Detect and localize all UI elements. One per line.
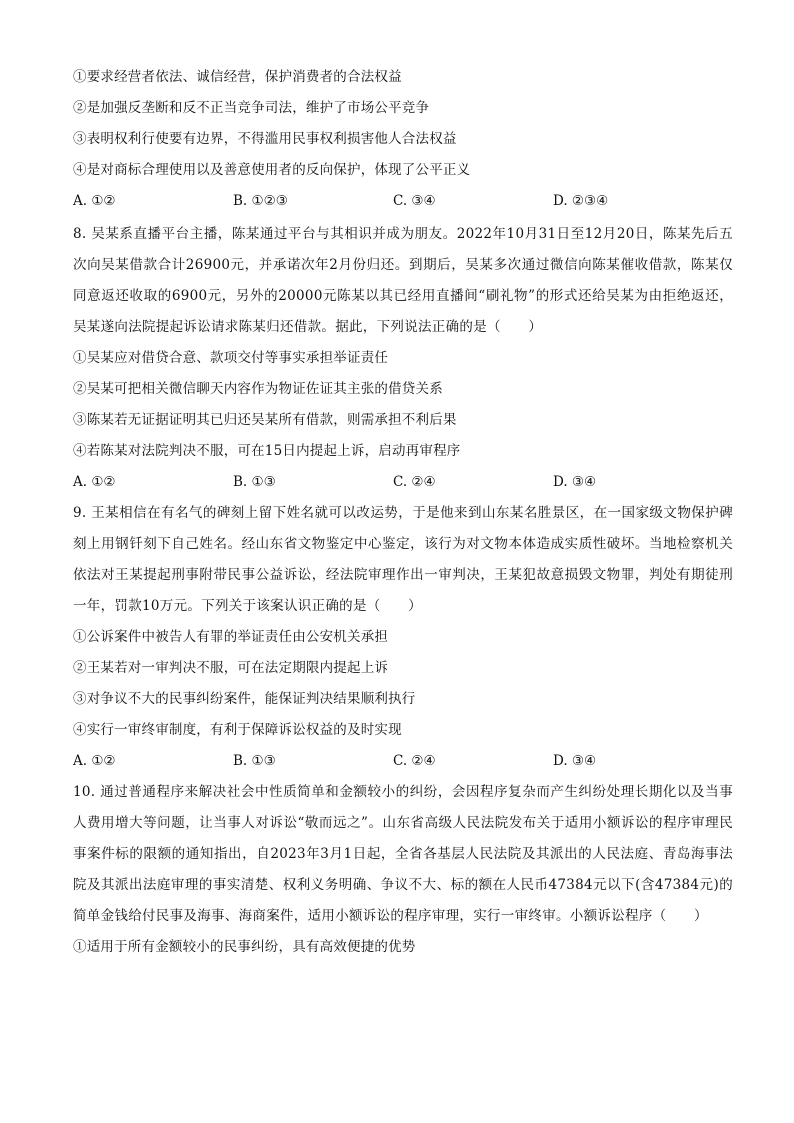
q9-option-b: B. ①③	[233, 753, 276, 769]
q7-option-c: C. ③④	[393, 193, 436, 209]
exam-page	[73, 62, 733, 963]
q8-option-d: D. ③④	[553, 474, 597, 490]
q9-option-d: D. ③④	[553, 753, 597, 769]
q9-item-4: ④实行一审终审制度，有利于保障诉讼权益的及时实现	[73, 722, 402, 738]
q8-stem: 8. 吴某系直播平台主播，陈某通过平台与其相识并成为朋友。2022年10月31日至12月20日，陈某先后五次向吴某借款合计26900元，并承诺次年2月份归还。到期后，吴某多次通过微信向陈某催收借款，陈某仅同意返还收取的6900元，另外的20000元陈某以其已经用直播间“刷礼物”的形式还给吴某为由拒绝返还，吴某遂向法院提起诉讼请求陈某归还借款。据此，下列说法正确的是（ ）	[73, 226, 733, 335]
q9-item-2: ②王某若对一审判决不服，可在法定期限内提起上诉	[73, 660, 389, 676]
q9-item-3: ③对争议不大的民事纠纷案件，能保证判决结果顺利执行	[73, 691, 416, 707]
q9-stem: 9. 王某相信在有名气的碑刻上留下姓名就可以改运势，于是他来到山东某名胜景区，在一国家级文物保护碑刻上用钢钎刻下自己姓名。经山东省文物鉴定中心鉴定，该行为对文物本体造成实质性破坏。当地检察机关依法对王某提起刑事附带民事公益诉讼，经法院审理作出一审判决，王某犯故意损毁文物罪，判处有期徒刑一年，罚款10万元。下列关于该案认识正确的是（ ）	[73, 505, 733, 614]
q7-option-a: A. ①②	[73, 193, 116, 209]
q8-item-2: ②吴某可把相关微信聊天内容作为物证佐证其主张的借贷关系	[73, 381, 443, 397]
q9-option-a: A. ①②	[73, 753, 116, 769]
q10-stem: 10. 通过普通程序来解决社会中性质简单和金额较小的纠纷，会因程序复杂而产生纠纷处理长期化以及当事人费用增大等问题，让当事人对诉讼“敬而远之”。山东省高级人民法院发布关于适用小额诉讼的程序审理民事案件标的限额的通知指出，自2023年3月1日起，全省各基层人民法院及其派出的人民法庭、青岛海事法院及其派出法庭审理的事实清楚、权利义务明确、争议不大、标的额在人民币47384元以下(含47384元)的简单金钱给付民事及海事、海商案件，适用小额诉讼的程序审理，实行一审终审。小额诉讼程序（ ）	[73, 784, 733, 924]
q8-option-c: C. ②④	[393, 474, 436, 490]
q9-item-1: ①公诉案件中被告人有罪的举证责任由公安机关承担	[73, 629, 389, 645]
q9-option-c: C. ②④	[393, 753, 436, 769]
question-7-block	[73, 62, 733, 217]
question-8-block	[73, 219, 733, 498]
q8-option-b: B. ①③	[233, 474, 276, 490]
question-10-block	[73, 777, 733, 963]
q9-options	[73, 746, 733, 777]
q7-option-b: B. ①②③	[233, 193, 288, 209]
q8-item-3: ③陈某若无证据证明其已归还吴某所有借款，则需承担不利后果	[73, 412, 457, 428]
q7-option-d: D. ②③④	[553, 193, 609, 209]
q7-item-4: ④是对商标合理使用以及善意使用者的反向保护，体现了公平正义	[73, 162, 471, 178]
q7-options	[73, 186, 733, 217]
q8-option-a: A. ①②	[73, 474, 116, 490]
q7-item-3: ③表明权利行使要有边界，不得滥用民事权利损害他人合法权益	[73, 131, 457, 147]
q8-item-1: ①吴某应对借贷合意、款项交付等事实承担举证责任	[73, 350, 389, 366]
q7-item-2: ②是加强反垄断和反不正当竞争司法，维护了市场公平竞争	[73, 100, 430, 116]
q8-item-4: ④若陈某对法院判决不服，可在15日内提起上诉，启动再审程序	[73, 443, 461, 459]
question-9-block	[73, 498, 733, 777]
q10-item-1: ①适用于所有金额较小的民事纠纷，具有高效便捷的优势	[73, 939, 416, 955]
q7-item-1: ①要求经营者依法、诚信经营，保护消费者的合法权益	[73, 69, 402, 85]
q8-options	[73, 467, 733, 498]
